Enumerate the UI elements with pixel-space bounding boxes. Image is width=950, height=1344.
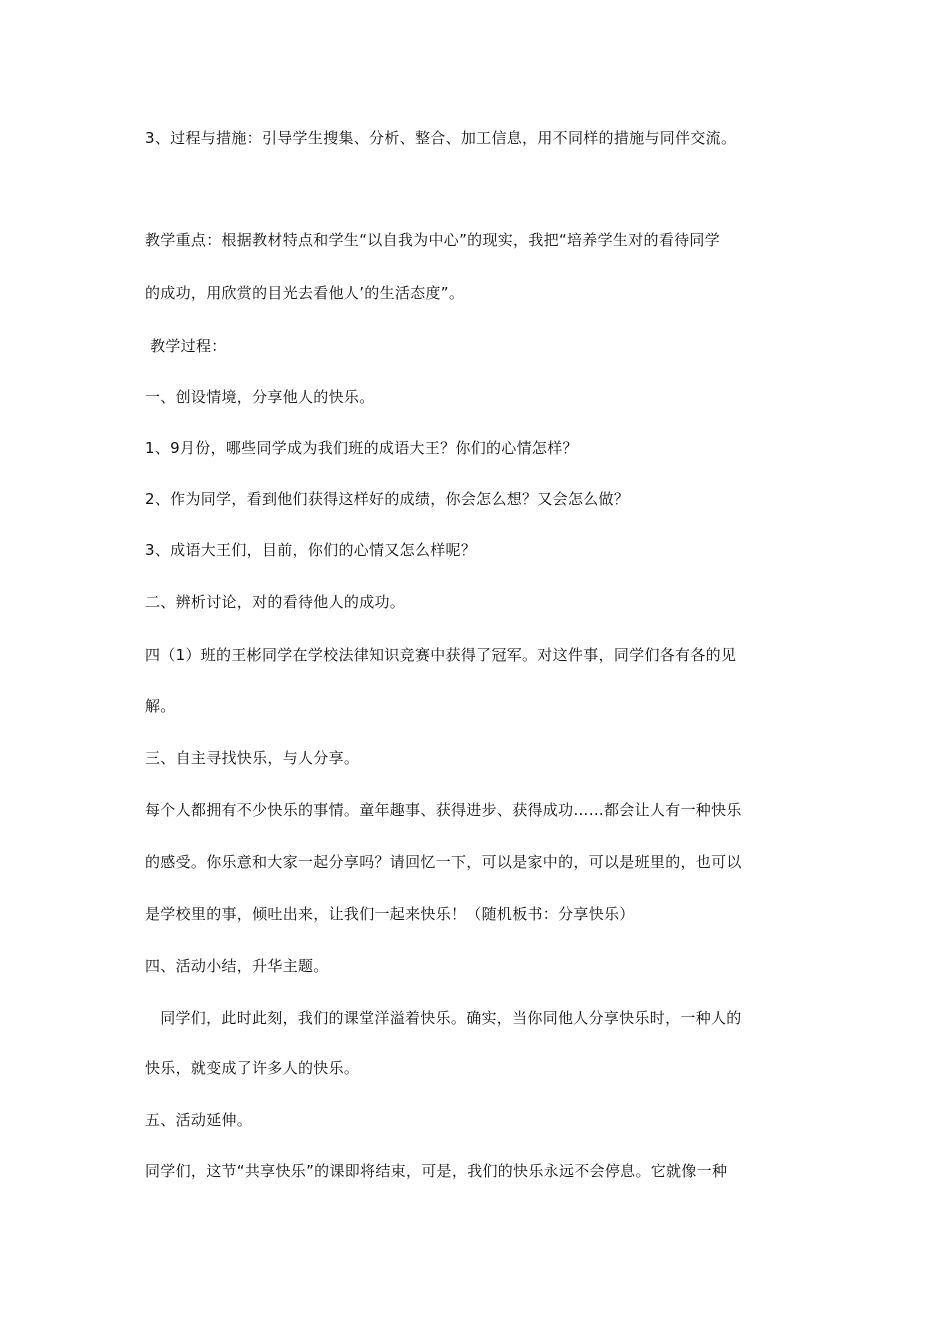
text-line: 解。 xyxy=(145,697,176,715)
text-line: 3、过程与措施：引导学生搜集、分析、整合、加工信息，用不同样的措施与同伴交流。 xyxy=(145,129,737,147)
section-heading: 教学过程： xyxy=(145,337,227,355)
section-heading: 三、自主寻找快乐，与人分享。 xyxy=(145,749,360,767)
text-line: 2、作为同学，看到他们获得这样好的成绩，你会怎么想？又会怎么做？ xyxy=(145,490,630,508)
section-heading: 一、创设情境，分享他人的快乐。 xyxy=(145,388,375,406)
text-line: 的成功，用欣赏的目光去看他人’的生活态度”。 xyxy=(145,284,465,302)
text-line: 3、成语大王们，目前，你们的心情又怎么样呢？ xyxy=(145,541,477,559)
section-heading: 五、活动延伸。 xyxy=(145,1111,253,1129)
section-heading: 四、活动小结，升华主题。 xyxy=(145,957,329,975)
text-line: 1、9月份，哪些同学成为我们班的成语大王？你们的心情怎样？ xyxy=(145,439,578,457)
text-line: 每个人都拥有不少快乐的事情。童年趣事、获得进步、获得成功……都会让人有一种快乐 xyxy=(145,801,742,819)
text-line: 四（1）班的王彬同学在学校法律知识竞赛中获得了冠军。对这件事，同学们各有各的见 xyxy=(145,646,737,664)
text-line: 教学重点：根据教材特点和学生“以自我为中心”的现实，我把“培养学生对的看待同学 xyxy=(145,231,721,249)
text-line: 快乐，就变成了许多人的快乐。 xyxy=(145,1059,360,1077)
text-line: 同学们，此时此刻，我们的课堂洋溢着快乐。确实，当你同他人分享快乐时，一种人的 xyxy=(145,1009,742,1027)
text-line: 同学们，这节“共享快乐”的课即将结束，可是，我们的快乐永远不会停息。它就像一种 xyxy=(145,1162,728,1180)
section-heading: 二、辨析讨论，对的看待他人的成功。 xyxy=(145,593,406,611)
text-line: 是学校里的事，倾吐出来，让我们一起来快乐！（随机板书：分享快乐） xyxy=(145,905,635,923)
text-line: 的感受。你乐意和大家一起分享吗？请回忆一下，可以是家中的，可以是班里的，也可以 xyxy=(145,853,742,871)
